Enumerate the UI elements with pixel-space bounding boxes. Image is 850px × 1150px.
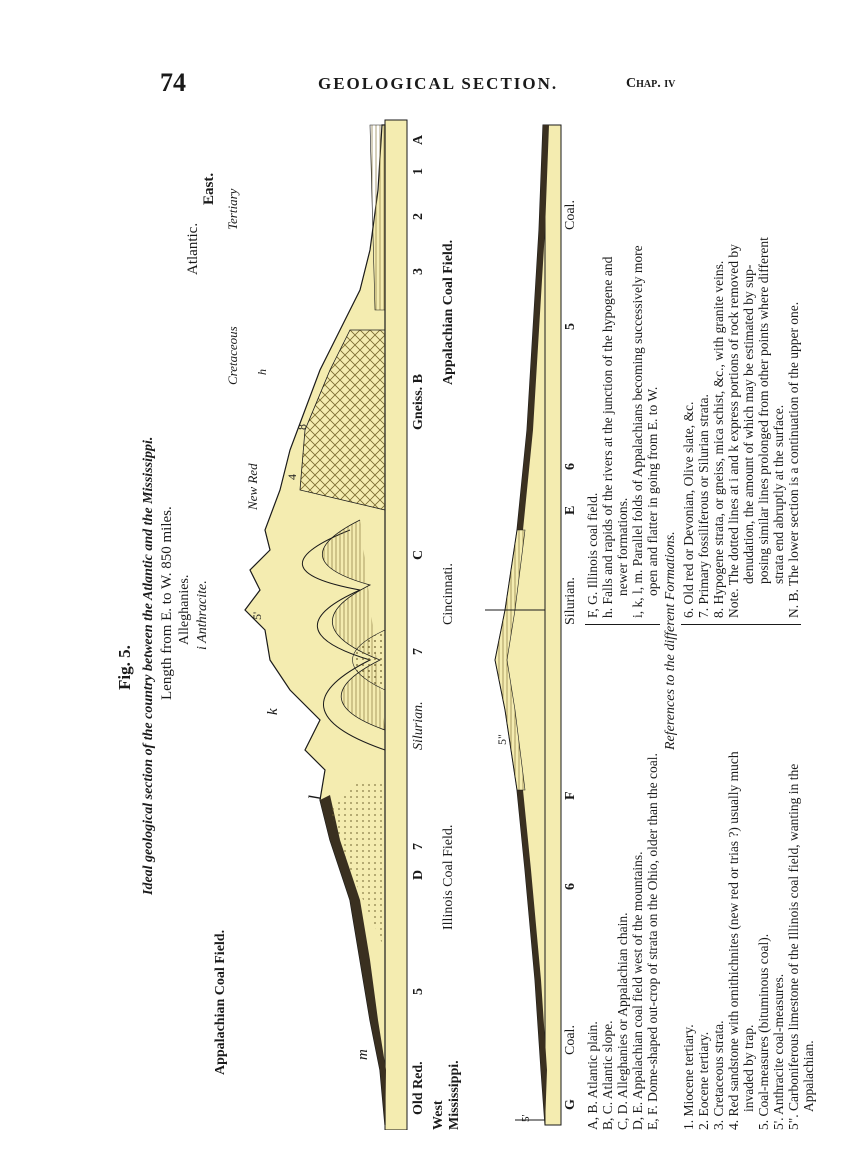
reference-item: posing similar lines prolonged from other points where different [756, 237, 771, 584]
lower-baseline-g: G [563, 1099, 578, 1110]
legend-letter-item: h. Falls and rapids of the rivers at the junction of the hypogene and [600, 256, 615, 618]
legend-letter-item: C, D. Alleghanies or Appalachian chain. [615, 912, 630, 1130]
upper-baseline-c: C [411, 549, 426, 560]
figure-length-note: Length from E. to W. 850 miles. [159, 506, 175, 700]
references-title: References to the different Formations. [663, 531, 678, 750]
chapter-label: Chap. iv [626, 76, 676, 91]
reference-item: 5'. Anthracite coal-measures. [771, 973, 786, 1130]
upper-section-svg [210, 110, 440, 1130]
lower-baseline-6a: 6 [563, 883, 578, 890]
figure-caption: Ideal geological section of the country between the Atlantic and the Mississippi. [141, 436, 156, 895]
label-h: h [255, 369, 269, 375]
upper-baseline-silurian: Silurian. [411, 701, 426, 750]
legend-letter-item: F, G. Illinois coal field. [585, 492, 600, 618]
legend-letter-item: open and flatter in going from E. to W. [645, 386, 660, 596]
lower-section-svg [465, 110, 575, 1130]
label-alleghanies: Alleghanies. [177, 574, 192, 645]
label-m: m [355, 1049, 371, 1060]
legend-letter-item: D, E. Appalachian coal field west of the mountains. [630, 851, 645, 1130]
upper-baseline-7b: 7 [411, 648, 426, 655]
label-new-red: New Red [245, 463, 260, 510]
reference-item: 8. Hypogene strata, or gneiss, mica schist, &c., with granite veins. [711, 260, 726, 618]
lower-baseline-coal-left: Coal. [563, 1025, 578, 1055]
lower-baseline-e: E [563, 505, 578, 515]
label-k: k [265, 708, 281, 715]
upper-baseline-a: A [411, 134, 426, 145]
label-n5p: 5' [250, 611, 264, 620]
label-n4: 4 [285, 474, 299, 480]
label-appalachian-lower: Appalachian Coal Field. [441, 239, 456, 385]
upper-baseline-7a: 7 [411, 843, 426, 850]
label-east: East. [201, 172, 217, 205]
reference-item: 3. Cretaceous strata. [711, 1020, 726, 1130]
legend-letters-right [585, 245, 660, 625]
upper-baseline-3: 3 [411, 268, 426, 275]
legend-letter-item: A, B. Atlantic plain. [585, 1021, 600, 1130]
reference-item: 1. Miocene tertiary. [681, 1024, 696, 1130]
running-head: GEOLOGICAL SECTION. [318, 74, 559, 93]
label-5pp: 5" [495, 734, 509, 745]
label-illinois: Illinois Coal Field. [441, 824, 456, 930]
references-left [681, 751, 816, 1130]
reference-item: N. B. The lower section is a continuation of the upper one. [786, 301, 801, 618]
reference-item: 5". Carboniferous limestone of the Illinois coal field, wanting in the [786, 763, 801, 1130]
reference-item: strata end abruptly at the surface. [771, 404, 786, 584]
reference-item: invaded by trap. [741, 1024, 756, 1112]
upper-baseline-old-red: Old Red. [411, 1061, 426, 1115]
lower-baseline-6b: 6 [563, 463, 578, 470]
legend-letter-item: B, C. Atlantic slope. [600, 1020, 615, 1130]
upper-baseline-2: 2 [411, 213, 426, 220]
rotated-figure-block [115, 110, 816, 1130]
legend-letter-item: E, F. Dome-shaped out-crop of strata on the Ohio, older than the coal. [645, 753, 660, 1130]
label-mississippi: Mississippi. [447, 1060, 462, 1130]
label-cincinnati: Cincinnati. [441, 563, 456, 625]
label-n8: 8 [295, 424, 309, 430]
upper-baseline-1: 1 [411, 168, 426, 175]
lower-baseline-coal-right: Coal. [563, 200, 578, 230]
figure-label: Fig. 5. [115, 645, 134, 690]
upper-baseline-5: 5 [411, 988, 426, 995]
page-number: 74 [160, 68, 186, 97]
legend-letters-left [585, 753, 660, 1130]
label-l: l [305, 794, 325, 800]
label-5p-small: 5' [520, 1114, 532, 1122]
label-tertiary: Tertiary [225, 188, 240, 230]
lower-baseline-f: F [563, 791, 578, 800]
upper-baseline-gneiss: Gneiss. B [411, 373, 426, 430]
reference-item: denudation, the amount of which may be estimated by sup- [741, 264, 756, 584]
reference-item: 2. Eocene tertiary. [696, 1031, 711, 1130]
label-cretaceous: Cretaceous [225, 326, 240, 385]
label-appalachian-upper: Appalachian Coal Field. [213, 929, 228, 1075]
upper-baseline-d: D [411, 869, 426, 880]
reference-item: 7. Primary fossiliferous or Silurian strata. [696, 394, 711, 618]
reference-item: 6. Old red or Devonian, Olive slate, &c. [681, 401, 696, 618]
legend-letter-item: i, k, l, m. Parallel folds of Appalachians becoming successively more [630, 245, 645, 618]
lower-baseline-5: 5 [563, 323, 578, 330]
references-right [681, 237, 801, 625]
reference-item: Note. The dotted lines at i and k express portions of rock removed by [726, 244, 741, 618]
label-anthracite: i Anthracite. [195, 580, 210, 650]
legend-letter-item: newer formations. [615, 497, 630, 596]
reference-item: 4. Red sandstone with ornithichnites (new red or trias ?) usually much [726, 751, 741, 1130]
reference-item: 5. Coal-measures (bituminous coal). [756, 933, 771, 1130]
lower-baseline-silurian: Silurian. [563, 577, 578, 625]
label-west: West [431, 1100, 446, 1130]
reference-item: Appalachian. [801, 1040, 816, 1112]
label-atlantic: Atlantic. [185, 222, 201, 275]
